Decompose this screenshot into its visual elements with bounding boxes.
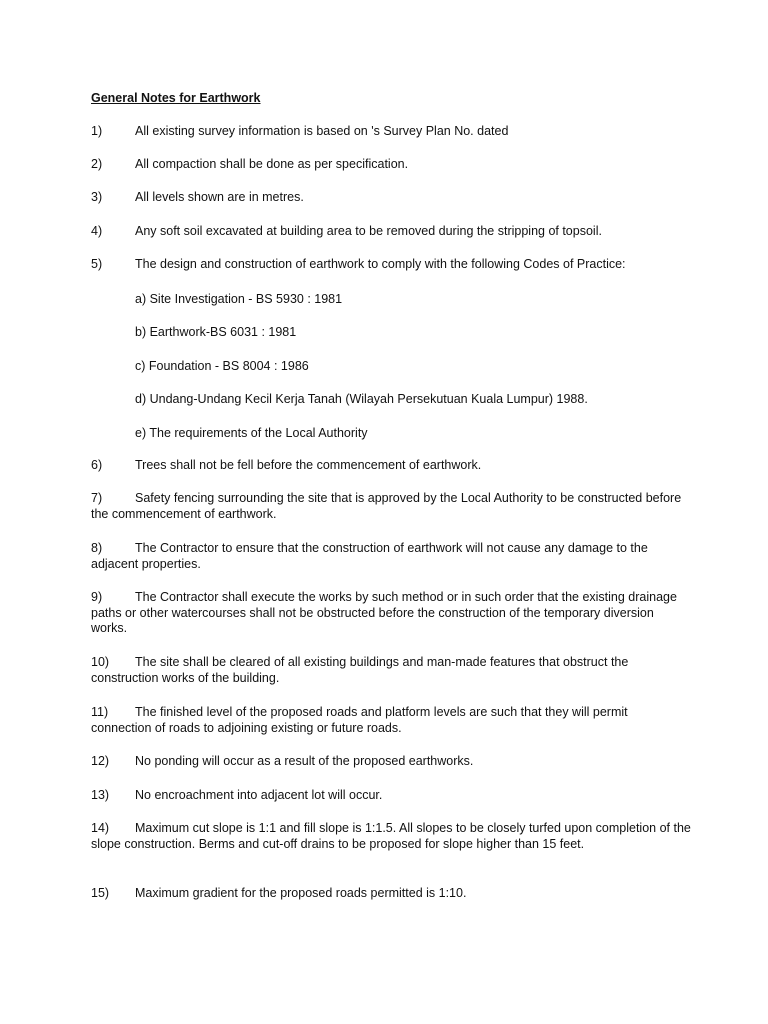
note-text: The Contractor to ensure that the construction of earthwork will not cause any damage to the adjacent properties. xyxy=(91,541,648,571)
note-number: 6) xyxy=(91,458,103,472)
note-text: No ponding will occur as a result of the proposed earthworks. xyxy=(135,754,474,768)
note-number: 11) xyxy=(91,705,109,719)
note-item xyxy=(91,491,691,522)
note-item xyxy=(91,157,691,173)
note-item xyxy=(91,541,691,572)
note-text: The finished level of the proposed roads and platform levels are such that they will permit connection of roads to adjoining existing or future roads. xyxy=(91,705,628,735)
note-item xyxy=(91,754,691,770)
code-of-practice-item: b) Earthwork-BS 6031 : 1981 xyxy=(135,325,297,339)
note-text: Maximum gradient for the proposed roads permitted is 1:10. xyxy=(135,886,467,900)
document-title: General Notes for Earthwork xyxy=(91,91,261,105)
note-text: Trees shall not be fell before the commencement of earthwork. xyxy=(135,458,482,472)
note-text: No encroachment into adjacent lot will occur. xyxy=(135,788,383,802)
note-number: 5) xyxy=(91,257,103,271)
note-item xyxy=(91,458,691,474)
note-number: 3) xyxy=(91,190,103,204)
note-item xyxy=(91,190,691,206)
note-item xyxy=(91,788,691,804)
note-number: 7) xyxy=(91,491,103,505)
note-text: Safety fencing surrounding the site that is approved by the Local Authority to be constructed before the commencement of earthwork. xyxy=(91,491,682,521)
note-number: 15) xyxy=(91,886,110,900)
note-item xyxy=(91,705,691,736)
note-text: Maximum cut slope is 1:1 and fill slope is 1:1.5. All slopes to be closely turfed upon completion of the slope construction. Berms and cut-off drains to be proposed for slope higher than 15 feet. xyxy=(91,821,691,851)
note-number: 10) xyxy=(91,655,110,669)
note-item xyxy=(91,224,691,240)
note-text: All existing survey information is based on 's Survey Plan No. dated xyxy=(135,124,509,138)
note-item xyxy=(91,655,691,686)
note-text: The Contractor shall execute the works by such method or in such order that the existing drainage paths or other watercourses shall not be obstructed before the construction of the temporary diversion works. xyxy=(91,590,677,635)
note-text: The site shall be cleared of all existing buildings and man-made features that obstruct the construction works of the building. xyxy=(91,655,629,685)
code-of-practice-item: e) The requirements of the Local Authority xyxy=(135,426,368,440)
note-item xyxy=(91,886,691,902)
note-item xyxy=(91,590,691,637)
note-number: 2) xyxy=(91,157,103,171)
code-of-practice-item: d) Undang-Undang Kecil Kerja Tanah (Wilayah Persekutuan Kuala Lumpur) 1988. xyxy=(135,392,588,406)
note-text: All levels shown are in metres. xyxy=(135,190,304,204)
note-number: 8) xyxy=(91,541,103,555)
note-number: 4) xyxy=(91,224,103,238)
code-of-practice-item: c) Foundation - BS 8004 : 1986 xyxy=(135,359,309,373)
note-number: 12) xyxy=(91,754,110,768)
note-text: Any soft soil excavated at building area to be removed during the stripping of topsoil. xyxy=(135,224,602,238)
note-item xyxy=(91,821,691,852)
code-of-practice-item: a) Site Investigation - BS 5930 : 1981 xyxy=(135,292,343,306)
note-number: 13) xyxy=(91,788,110,802)
note-number: 9) xyxy=(91,590,103,604)
note-text: The design and construction of earthwork to comply with the following Codes of Practice: xyxy=(135,257,626,271)
note-item xyxy=(91,124,691,140)
note-text: All compaction shall be done as per specification. xyxy=(135,157,409,171)
note-number: 1) xyxy=(91,124,103,138)
note-number: 14) xyxy=(91,821,110,835)
note-item xyxy=(91,257,691,273)
